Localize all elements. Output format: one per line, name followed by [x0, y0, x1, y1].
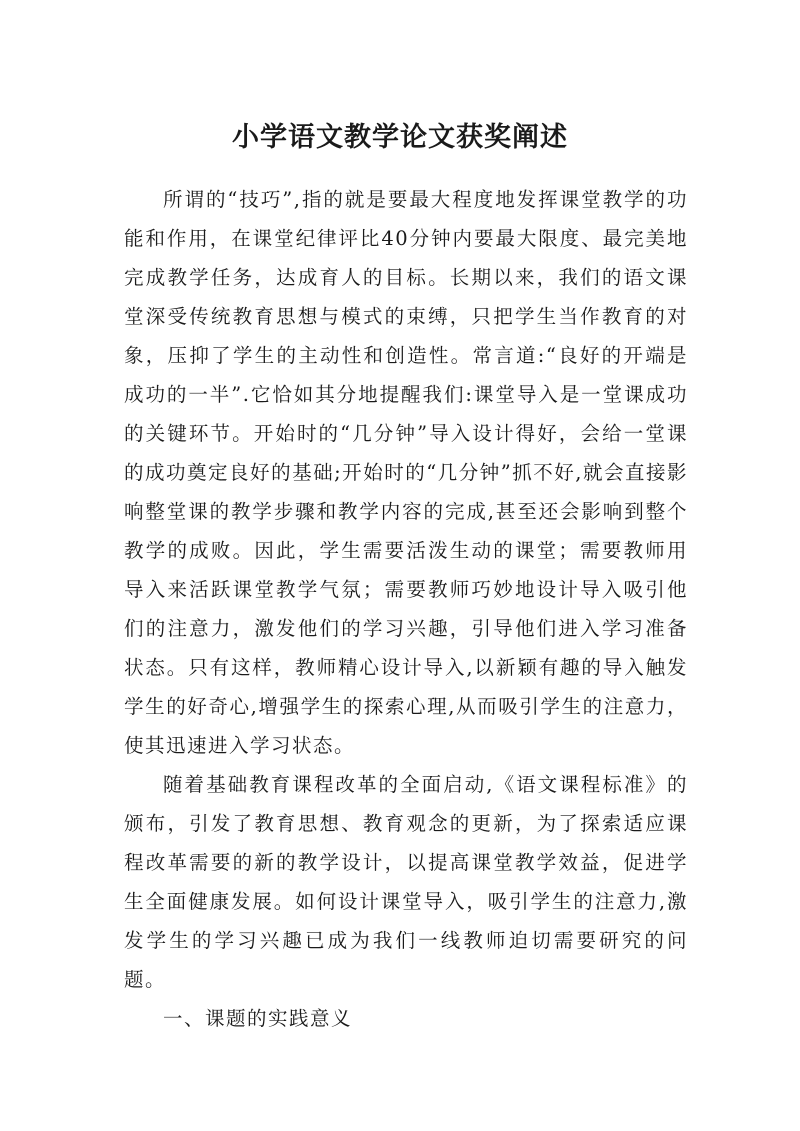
document-body: [124, 180, 688, 1038]
paragraph-1: 所谓的“技巧”,指的就是要最大程度地发挥课堂教学的功能和作用，在课堂纪律评比40分钟内要最大限度、最完美地完成教学任务，达成育人的目标。长期以来，我们的语文课堂深受传统教育思想与模式的束缚，只把学生当作教育的对象，压抑了学生的主动性和创造性。常言道:“良好的开端是成功的一半”.它恰如其分地提醒我们:课堂导入是一堂课成功的关键环节。开始时的“几分钟”导入设计得好，会给一堂课的成功奠定良好的基础;开始时的“几分钟”抓不好,就会直接影响整堂课的教学步骤和教学内容的完成,甚至还会影响到整个教学的成败。因此，学生需要活泼生动的课堂；需要教师用导入来活跃课堂教学气氛；需要教师巧妙地设计导入吸引他们的注意力，激发他们的学习兴趣，引导他们进入学习准备状态。只有这样，教师精心设计导入,以新颖有趣的导入触发学生的好奇心,增强学生的探索心理,从而吸引学生的注意力，使其迅速进入学习状态。: [124, 188, 688, 757]
section-heading: 一、课题的实践意义: [163, 1007, 353, 1030]
paragraph-2: 随着基础教育课程改革的全面启动,《语文课程标准》的颁布，引发了教育思想、教育观念的更新，为了探索适应课程改革需要的新的教学设计，以提高课堂教学效益，促进学生全面健康发展。如何设计课堂导入，吸引学生的注意力,激发学生的学习兴趣已成为我们一线教师迫切需要研究的问题。: [124, 773, 688, 991]
document-title: 小学语文教学论文获奖阐述: [232, 122, 568, 154]
